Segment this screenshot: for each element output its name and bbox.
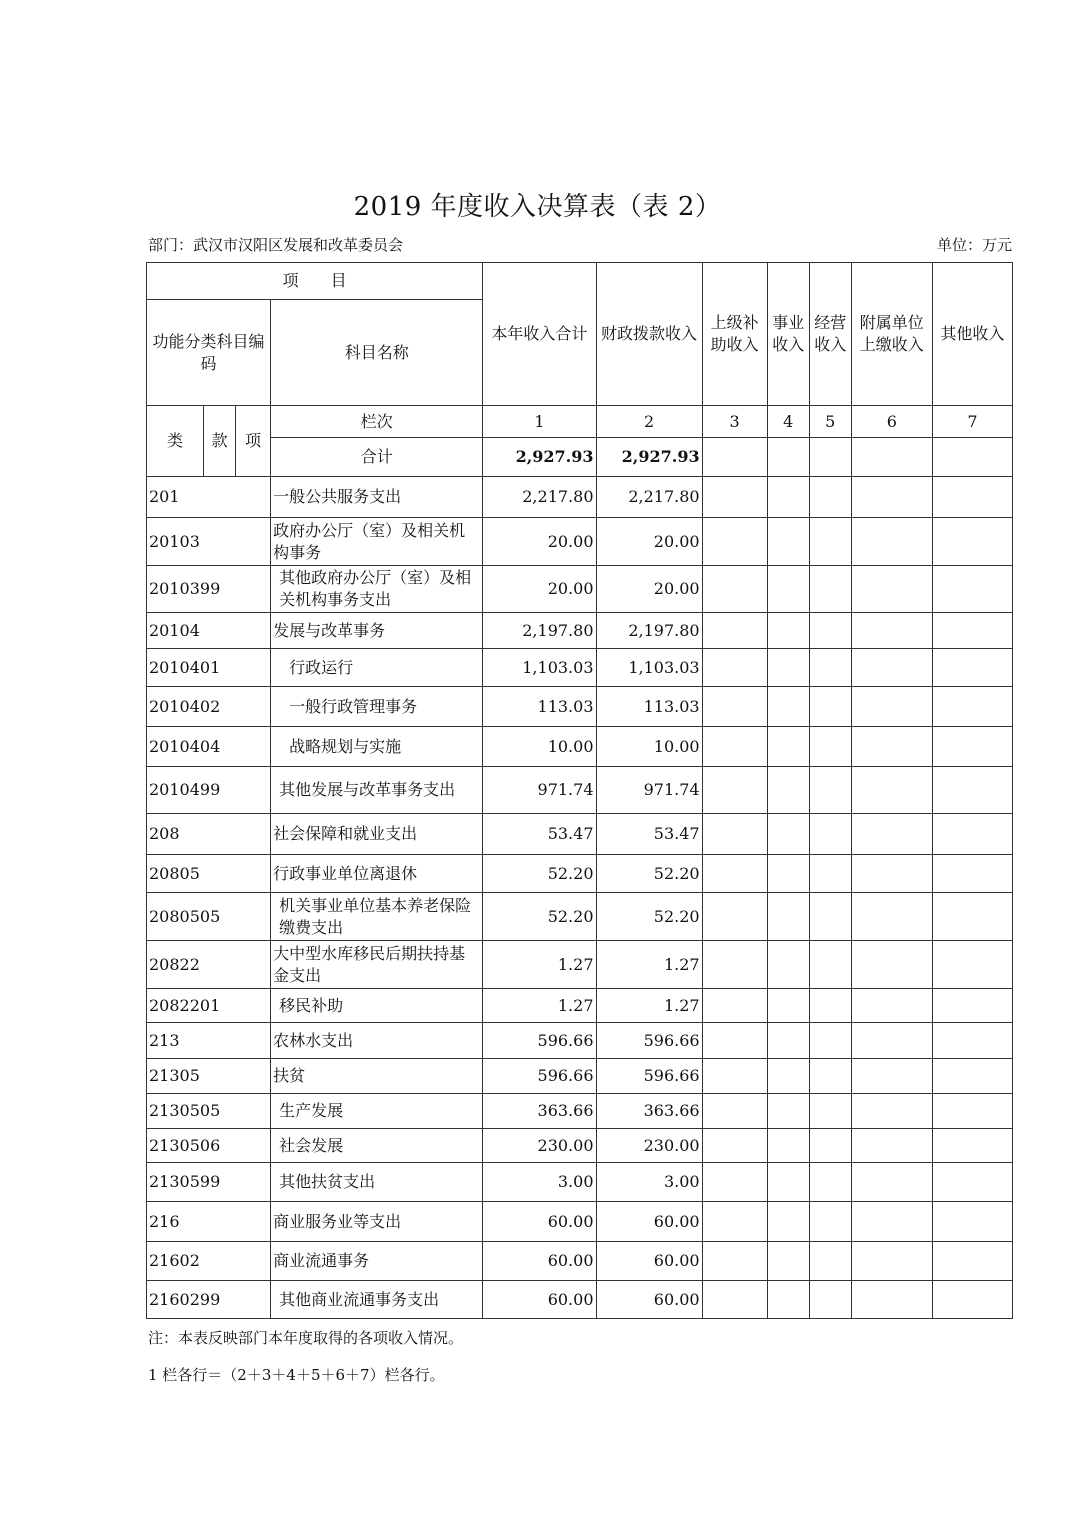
empty-cell: [809, 767, 851, 814]
table-row: [147, 1242, 1013, 1281]
header-row-project: [147, 263, 1013, 300]
empty-cell: [932, 687, 1012, 727]
row-name: 一般公共服务支出: [271, 477, 483, 518]
empty-cell: [851, 1281, 932, 1319]
row-code: 21305: [147, 1059, 271, 1094]
unit-label: 单位：万元: [936, 236, 1012, 254]
empty-cell: [767, 518, 809, 566]
empty-cell: [767, 941, 809, 989]
row-name: 一般行政管理事务: [271, 687, 483, 727]
empty-cell: [932, 1242, 1012, 1281]
empty-cell: [767, 855, 809, 893]
empty-cell: [809, 438, 851, 477]
row-name: 社会发展: [271, 1129, 483, 1163]
col-business-header: 事业收入: [767, 263, 809, 406]
empty-cell: [809, 1094, 851, 1129]
empty-cell: [702, 893, 767, 941]
empty-cell: [702, 1242, 767, 1281]
row-fiscal: 60.00: [596, 1242, 702, 1281]
row-fiscal: 1,103.03: [596, 649, 702, 687]
row-total: 60.00: [483, 1202, 596, 1242]
empty-cell: [851, 1242, 932, 1281]
table-row: [147, 1023, 1013, 1059]
row-code: 20805: [147, 855, 271, 893]
row-name: 社会保障和就业支出: [271, 814, 483, 855]
empty-cell: [702, 649, 767, 687]
empty-cell: [702, 477, 767, 518]
row-name: 行政运行: [271, 649, 483, 687]
row-total: 2,197.80: [483, 613, 596, 649]
empty-cell: [932, 566, 1012, 613]
table-row: [147, 1202, 1013, 1242]
empty-cell: [851, 941, 932, 989]
empty-cell: [851, 1202, 932, 1242]
total-label: 合计: [271, 438, 483, 477]
empty-cell: [767, 1023, 809, 1059]
empty-cell: [809, 1059, 851, 1094]
empty-cell: [809, 477, 851, 518]
table-row: [147, 1163, 1013, 1202]
name-label: 科目名称: [271, 300, 483, 406]
empty-cell: [851, 438, 932, 477]
empty-cell: [702, 1129, 767, 1163]
empty-cell: [767, 1094, 809, 1129]
empty-cell: [702, 855, 767, 893]
row-code: 2160299: [147, 1281, 271, 1319]
col-index: 6: [851, 406, 932, 438]
row-fiscal: 1.27: [596, 941, 702, 989]
empty-cell: [932, 814, 1012, 855]
empty-cell: [809, 566, 851, 613]
col-other-header: 其他收入: [932, 263, 1012, 406]
row-fiscal: 230.00: [596, 1129, 702, 1163]
empty-cell: [767, 1163, 809, 1202]
empty-cell: [809, 814, 851, 855]
row-name: 其他政府办公厅（室）及相关机构事务支出: [271, 566, 483, 613]
row-name: 大中型水库移民后期扶持基金支出: [271, 941, 483, 989]
empty-cell: [932, 438, 1012, 477]
table-row: [147, 855, 1013, 893]
row-total: 52.20: [483, 893, 596, 941]
row-code: 201: [147, 477, 271, 518]
empty-cell: [702, 1281, 767, 1319]
code-label: 功能分类科目编码: [147, 300, 271, 406]
table-row: [147, 477, 1013, 518]
row-code: 2010402: [147, 687, 271, 727]
empty-cell: [809, 941, 851, 989]
empty-cell: [809, 1202, 851, 1242]
total-row: [147, 438, 1013, 477]
row-fiscal: 20.00: [596, 566, 702, 613]
col-index: 4: [767, 406, 809, 438]
row-fiscal: 20.00: [596, 518, 702, 566]
row-name: 生产发展: [271, 1094, 483, 1129]
table-row: [147, 649, 1013, 687]
empty-cell: [767, 1059, 809, 1094]
empty-cell: [851, 1059, 932, 1094]
empty-cell: [702, 1023, 767, 1059]
empty-cell: [932, 941, 1012, 989]
empty-cell: [932, 613, 1012, 649]
row-code: 2130599: [147, 1163, 271, 1202]
row-total: 1.27: [483, 941, 596, 989]
table-row: [147, 814, 1013, 855]
empty-cell: [767, 767, 809, 814]
row-name: 其他扶贫支出: [271, 1163, 483, 1202]
row-total: 20.00: [483, 566, 596, 613]
empty-cell: [702, 566, 767, 613]
row-fiscal: 60.00: [596, 1281, 702, 1319]
table-row: [147, 893, 1013, 941]
row-total: 1.27: [483, 989, 596, 1023]
table-row: [147, 613, 1013, 649]
row-code: 2010401: [147, 649, 271, 687]
row-total: 2,217.80: [483, 477, 596, 518]
row-fiscal: 363.66: [596, 1094, 702, 1129]
row-fiscal: 52.20: [596, 893, 702, 941]
empty-cell: [851, 855, 932, 893]
row-code: 21602: [147, 1242, 271, 1281]
empty-cell: [702, 1163, 767, 1202]
row-code: 2080505: [147, 893, 271, 941]
row-fiscal: 1.27: [596, 989, 702, 1023]
row-total: 113.03: [483, 687, 596, 727]
table-row: [147, 727, 1013, 767]
row-fiscal: 596.66: [596, 1059, 702, 1094]
empty-cell: [767, 989, 809, 1023]
report-title: 2019 年度收入决算表（表 2）: [353, 192, 722, 222]
row-total: 363.66: [483, 1094, 596, 1129]
empty-cell: [767, 649, 809, 687]
empty-cell: [767, 566, 809, 613]
empty-cell: [702, 814, 767, 855]
row-total: 1,103.03: [483, 649, 596, 687]
row-total: 60.00: [483, 1281, 596, 1319]
empty-cell: [809, 989, 851, 1023]
empty-cell: [932, 1129, 1012, 1163]
row-code: 2010404: [147, 727, 271, 767]
empty-cell: [932, 855, 1012, 893]
row-name: 其他商业流通事务支出: [271, 1281, 483, 1319]
row-code: 20103: [147, 518, 271, 566]
table-row: [147, 1059, 1013, 1094]
empty-cell: [809, 687, 851, 727]
row-fiscal: 596.66: [596, 1023, 702, 1059]
col-index: 5: [809, 406, 851, 438]
row-name: 行政事业单位离退休: [271, 855, 483, 893]
empty-cell: [851, 1023, 932, 1059]
row-name: 其他发展与改革事务支出: [271, 767, 483, 814]
empty-cell: [809, 1163, 851, 1202]
empty-cell: [851, 613, 932, 649]
empty-cell: [851, 518, 932, 566]
project-header: 项 目: [147, 263, 483, 300]
empty-cell: [767, 727, 809, 767]
empty-cell: [932, 1059, 1012, 1094]
table-row: [147, 1129, 1013, 1163]
header-row-index: [147, 406, 1013, 438]
empty-cell: [809, 1129, 851, 1163]
income-table: [146, 262, 1013, 1319]
row-fiscal: 2,217.80: [596, 477, 702, 518]
empty-cell: [767, 477, 809, 518]
row-name: 扶贫: [271, 1059, 483, 1094]
row-name: 商业服务业等支出: [271, 1202, 483, 1242]
empty-cell: [932, 989, 1012, 1023]
empty-cell: [702, 941, 767, 989]
row-name: 政府办公厅（室）及相关机构事务: [271, 518, 483, 566]
empty-cell: [932, 1094, 1012, 1129]
empty-cell: [702, 518, 767, 566]
row-name: 商业流通事务: [271, 1242, 483, 1281]
empty-cell: [932, 518, 1012, 566]
table-row: [147, 1281, 1013, 1319]
empty-cell: [851, 477, 932, 518]
empty-cell: [851, 989, 932, 1023]
empty-cell: [809, 649, 851, 687]
empty-cell: [932, 1202, 1012, 1242]
note-line-1: 注：本表反映部门本年度取得的各项收入情况。: [148, 1329, 464, 1347]
department-label: 部门：武汉市汉阳区发展和改革委员会: [148, 236, 404, 254]
empty-cell: [767, 1281, 809, 1319]
row-total: 60.00: [483, 1242, 596, 1281]
row-total: 3.00: [483, 1163, 596, 1202]
row-total: 53.47: [483, 814, 596, 855]
empty-cell: [809, 1281, 851, 1319]
empty-cell: [851, 727, 932, 767]
empty-cell: [702, 613, 767, 649]
col-fiscal-header: 财政拨款收入: [596, 263, 702, 406]
row-total: 596.66: [483, 1023, 596, 1059]
row-code: 2130505: [147, 1094, 271, 1129]
empty-cell: [851, 649, 932, 687]
empty-cell: [851, 814, 932, 855]
empty-cell: [809, 1242, 851, 1281]
empty-cell: [932, 1023, 1012, 1059]
empty-cell: [851, 767, 932, 814]
empty-cell: [767, 613, 809, 649]
col-operating-header: 经营收入: [809, 263, 851, 406]
row-code: 213: [147, 1023, 271, 1059]
table-row: [147, 941, 1013, 989]
row-name: 机关事业单位基本养老保险缴费支出: [271, 893, 483, 941]
empty-cell: [932, 767, 1012, 814]
table-row: [147, 566, 1013, 613]
empty-cell: [932, 1163, 1012, 1202]
row-fiscal: 113.03: [596, 687, 702, 727]
row-total: 971.74: [483, 767, 596, 814]
col-index: 2: [596, 406, 702, 438]
empty-cell: [767, 438, 809, 477]
empty-cell: [851, 687, 932, 727]
col-total-header: 本年收入合计: [483, 263, 596, 406]
col-index: 3: [702, 406, 767, 438]
empty-cell: [702, 1059, 767, 1094]
row-code: 20822: [147, 941, 271, 989]
total-value: 2,927.93: [483, 438, 596, 477]
row-total: 20.00: [483, 518, 596, 566]
empty-cell: [702, 1094, 767, 1129]
lanci-label: 栏次: [271, 406, 483, 438]
empty-cell: [809, 1023, 851, 1059]
xiang-label: 项: [236, 406, 271, 477]
kuan-label: 款: [204, 406, 236, 477]
empty-cell: [932, 477, 1012, 518]
row-code: 2010499: [147, 767, 271, 814]
empty-cell: [702, 727, 767, 767]
empty-cell: [767, 1242, 809, 1281]
empty-cell: [851, 893, 932, 941]
row-total: 52.20: [483, 855, 596, 893]
note-line-2: 1 栏各行＝（2＋3＋4＋5＋6＋7）栏各行。: [148, 1366, 445, 1384]
row-fiscal: 971.74: [596, 767, 702, 814]
row-code: 2010399: [147, 566, 271, 613]
empty-cell: [932, 649, 1012, 687]
col-affiliated-header: 附属单位上缴收入: [851, 263, 932, 406]
row-name: 移民补助: [271, 989, 483, 1023]
empty-cell: [702, 989, 767, 1023]
row-name: 战略规划与实施: [271, 727, 483, 767]
row-total: 596.66: [483, 1059, 596, 1094]
empty-cell: [932, 1281, 1012, 1319]
empty-cell: [851, 1129, 932, 1163]
empty-cell: [702, 687, 767, 727]
empty-cell: [809, 727, 851, 767]
row-fiscal: 10.00: [596, 727, 702, 767]
empty-cell: [767, 814, 809, 855]
row-code: 2082201: [147, 989, 271, 1023]
col-index: 1: [483, 406, 596, 438]
empty-cell: [767, 1129, 809, 1163]
empty-cell: [702, 1202, 767, 1242]
empty-cell: [932, 727, 1012, 767]
empty-cell: [702, 767, 767, 814]
lei-label: 类: [147, 406, 204, 477]
row-fiscal: 52.20: [596, 855, 702, 893]
row-name: 农林水支出: [271, 1023, 483, 1059]
empty-cell: [809, 613, 851, 649]
row-fiscal: 53.47: [596, 814, 702, 855]
row-code: 20104: [147, 613, 271, 649]
row-code: 2130506: [147, 1129, 271, 1163]
empty-cell: [702, 438, 767, 477]
col-superior-header: 上级补助收入: [702, 263, 767, 406]
row-total: 10.00: [483, 727, 596, 767]
row-fiscal: 2,197.80: [596, 613, 702, 649]
empty-cell: [809, 893, 851, 941]
col-index: 7: [932, 406, 1012, 438]
empty-cell: [809, 518, 851, 566]
empty-cell: [932, 893, 1012, 941]
empty-cell: [767, 687, 809, 727]
empty-cell: [851, 1163, 932, 1202]
table-row: [147, 767, 1013, 814]
row-total: 230.00: [483, 1129, 596, 1163]
empty-cell: [851, 566, 932, 613]
row-fiscal: 60.00: [596, 1202, 702, 1242]
table-row: [147, 518, 1013, 566]
empty-cell: [851, 1094, 932, 1129]
table-row: [147, 989, 1013, 1023]
row-name: 发展与改革事务: [271, 613, 483, 649]
table-row: [147, 687, 1013, 727]
empty-cell: [809, 855, 851, 893]
empty-cell: [767, 893, 809, 941]
empty-cell: [767, 1202, 809, 1242]
row-fiscal: 3.00: [596, 1163, 702, 1202]
table-row: [147, 1094, 1013, 1129]
row-code: 208: [147, 814, 271, 855]
total-fiscal: 2,927.93: [596, 438, 702, 477]
row-code: 216: [147, 1202, 271, 1242]
